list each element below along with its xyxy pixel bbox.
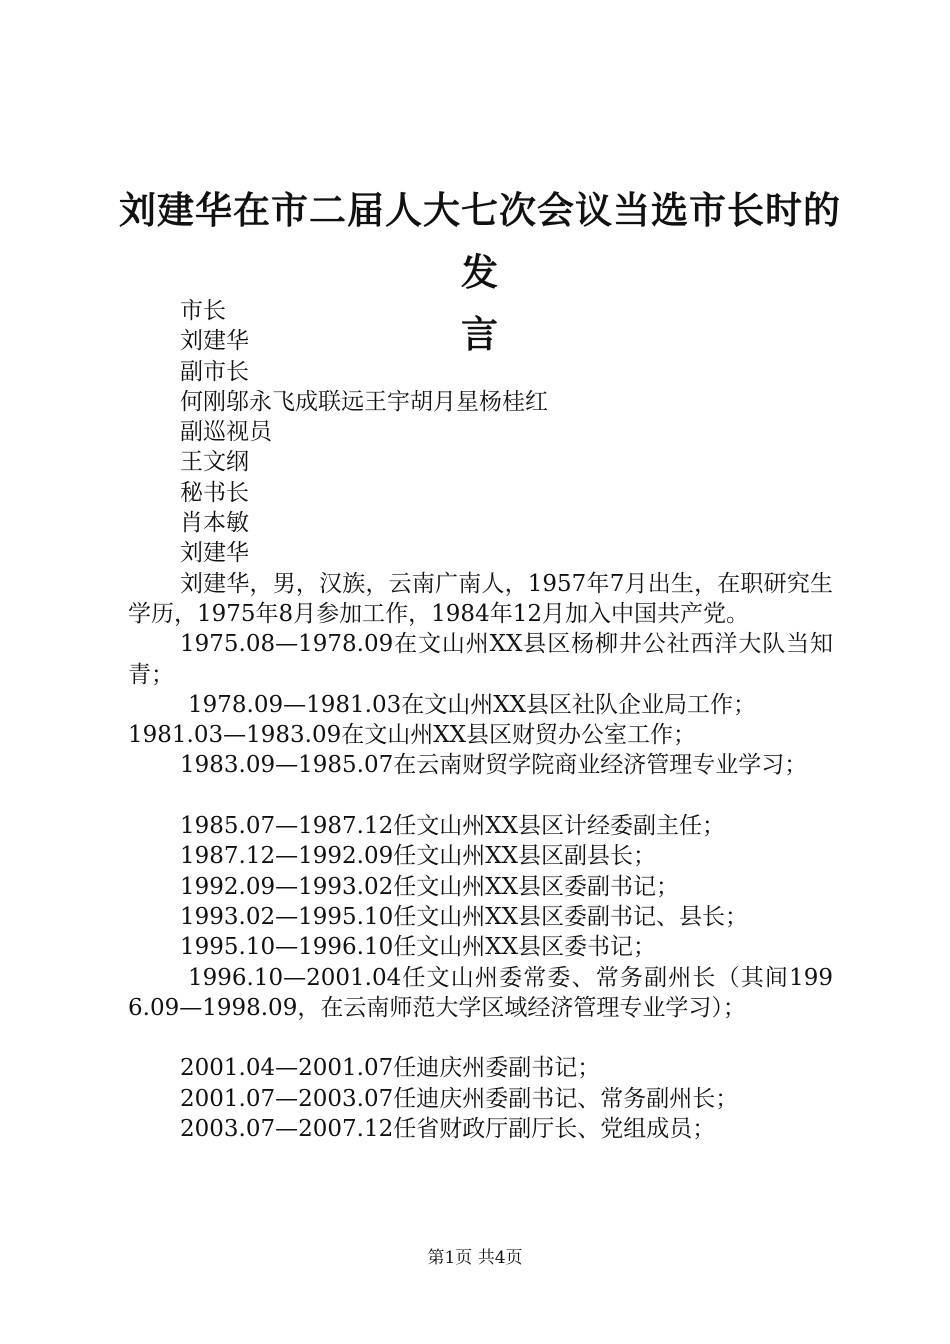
- career-entry: 1987.12—1992.09任文山州XX县区副县长；: [180, 843, 656, 870]
- career-entry: 1992.09—1993.02任文山州XX县区委副书记；: [180, 873, 679, 900]
- page-footer: 第1页 共4页: [427, 1248, 523, 1268]
- roster-line: 秘书长: [180, 479, 249, 506]
- roster-line: 刘建华: [180, 540, 249, 567]
- roster-line: 肖本敏: [180, 510, 249, 537]
- career-entry: 1996.10—2001.04任文山州委常委、常务副州长（其间1996.09—1998.09，在云南师范大学区域经济管理专业学习）；: [128, 964, 833, 1021]
- roster-line: 副市长: [180, 358, 249, 385]
- career-entry: 1995.10—1996.10任文山州XX县区委书记；: [180, 934, 656, 961]
- title-line-1: 刘建华在市二届人大七次会议当选市长时的发: [119, 189, 841, 294]
- career-entry: 2001.04—2001.07任迪庆州委副书记；: [180, 1055, 601, 1082]
- career-entry: 1993.02—1995.10任文山州XX县区委副书记、县长；: [180, 903, 748, 930]
- blank-line: [128, 781, 833, 811]
- career-entry: 1985.07—1987.12任文山州XX县区计经委副主任；: [180, 813, 725, 840]
- roster-line: 何刚邬永飞成联远王宇胡月星杨桂红: [180, 388, 548, 415]
- career-entry: 2001.07—2003.07任迪庆州委副书记、常务副州长；: [180, 1085, 739, 1112]
- bio-paragraph: 刘建华，男，汉族，云南广南人，1957年7月出生，在职研究生学历，1975年8月参加工作，1984年12月加入中国共产党。: [128, 570, 833, 627]
- roster-line: 王文纲: [180, 449, 249, 476]
- blank-line: [128, 1023, 833, 1053]
- career-entry: 1983.09—1985.07在云南财贸学院商业经济管理专业学习；: [180, 752, 808, 779]
- title-line-2: 言: [461, 313, 499, 356]
- career-entry: 1981.03—1983.09在文山州XX县区财贸办公室工作；: [128, 722, 696, 749]
- career-entry: 2003.07—2007.12任省财政厅副厅长、党组成员；: [180, 1116, 716, 1143]
- roster-line: 市长: [180, 298, 226, 324]
- roster-line: 刘建华: [180, 328, 249, 355]
- roster-line: 副巡视员: [180, 419, 272, 446]
- career-entry: 1975.08—1978.09在文山州XX县区杨柳井公社西洋大队当知青；: [128, 631, 833, 688]
- document-body: [128, 296, 833, 1144]
- career-entry: 1978.09—1981.03在文山州XX县区社队企业局工作；: [188, 691, 756, 718]
